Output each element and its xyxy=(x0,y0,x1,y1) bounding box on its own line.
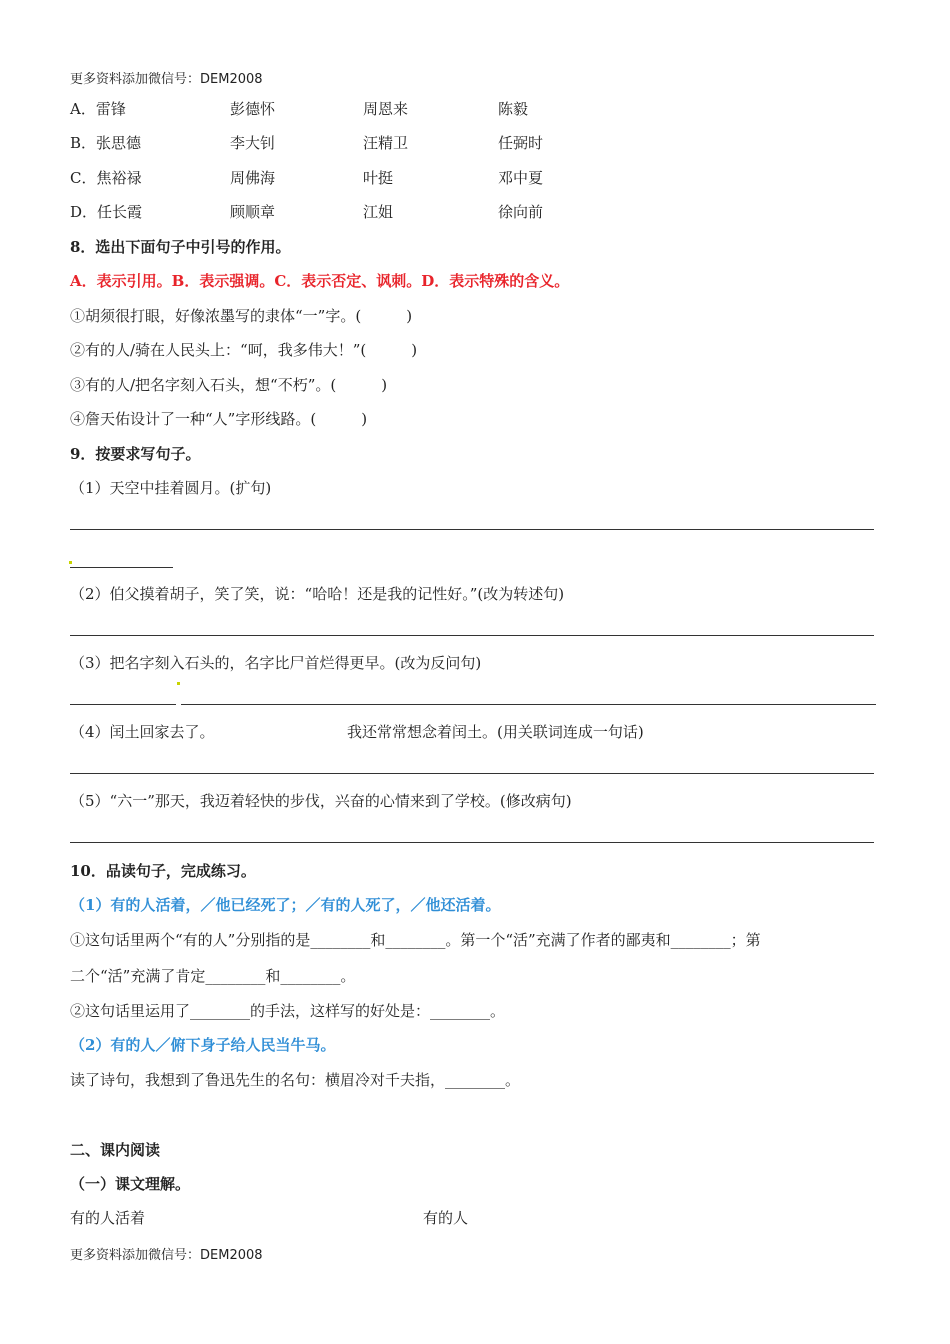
option-name: 周佛海 xyxy=(230,169,276,187)
answer-line[interactable] xyxy=(70,635,874,636)
question-10-line-1: ①这句话里两个“有的人”分别指的是________和________。第一个“活”充满了作者的鄙夷和________；第 xyxy=(70,931,761,949)
marker-dot xyxy=(69,561,72,564)
option-name: 陈毅 xyxy=(498,100,529,118)
question-10-part-1: （1）有的人活着，／他已经死了；／有的人死了，／他还活着。 xyxy=(70,896,501,914)
option-name: 叶挺 xyxy=(363,169,394,187)
option-name: 徐向前 xyxy=(498,203,544,221)
answer-line[interactable] xyxy=(70,773,874,774)
option-name: 汪精卫 xyxy=(363,134,409,152)
page-footer: 更多资料添加微信号：DEM2008 xyxy=(70,1248,263,1263)
option-name: 顾顺章 xyxy=(230,203,276,221)
option-name: 李大钊 xyxy=(230,134,276,152)
question-9-title: 9．按要求写句子。 xyxy=(70,445,201,463)
answer-line[interactable] xyxy=(70,842,874,843)
option-name: 任弼时 xyxy=(498,134,544,152)
question-9-sentence-5: （5）“六一”那天，我迈着轻快的步伐，兴奋的心情来到了学校。(修改病句) xyxy=(70,792,572,810)
question-9-sentence-1: （1）天空中挂着圆月。(扩句) xyxy=(70,479,272,497)
poem-line-right: 有的人 xyxy=(423,1209,469,1227)
question-9-sentence-4b: 我还常常想念着闰土。(用关联词连成一句话) xyxy=(347,723,644,741)
question-8-item: ④詹天佑设计了一种“人”字形线路。( ) xyxy=(70,410,368,428)
marker-dot xyxy=(177,682,180,685)
question-9-sentence-2: （2）伯父摸着胡子，笑了笑，说：“哈哈！还是我的记性好。”(改为转述句) xyxy=(70,585,565,603)
page-header: 更多资料添加微信号：DEM2008 xyxy=(70,72,263,87)
option-label: C．焦裕禄 xyxy=(70,169,142,187)
question-10-line-2: 二个“活”充满了肯定________和________。 xyxy=(70,967,356,985)
option-name: 彭德怀 xyxy=(230,100,276,118)
question-8-item: ③有的人/把名字刻入石头，想“不朽”。( ) xyxy=(70,376,388,394)
question-10-line-4: 读了诗句，我想到了鲁迅先生的名句：横眉冷对千夫指，________。 xyxy=(70,1071,521,1089)
option-name: 江姐 xyxy=(363,203,394,221)
section-2-title: 二、课内阅读 xyxy=(70,1141,161,1159)
question-10-title: 10．品读句子，完成练习。 xyxy=(70,862,256,880)
option-label: A．雷锋 xyxy=(70,100,126,118)
question-8-item: ②有的人/骑在人民头上：“呵，我多伟大！”( ) xyxy=(70,341,418,359)
option-name: 周恩来 xyxy=(363,100,409,118)
question-8-item: ①胡须很打眼，好像浓墨写的隶体“一”字。( ) xyxy=(70,307,413,325)
question-8-options: A．表示引用。B．表示强调。C．表示否定、讽刺。D．表示特殊的含义。 xyxy=(70,272,570,290)
question-9-sentence-4a: （4）闰土回家去了。 xyxy=(70,723,215,741)
answer-line[interactable] xyxy=(70,567,173,568)
section-2-subtitle: （一）课文理解。 xyxy=(70,1175,191,1193)
question-8-title: 8．选出下面句子中引号的作用。 xyxy=(70,238,291,256)
option-label: B．张思德 xyxy=(70,134,142,152)
answer-line[interactable] xyxy=(181,704,876,705)
question-10-line-3: ②这句话里运用了________的手法，这样写的好处是：________。 xyxy=(70,1002,506,1020)
option-name: 邓中夏 xyxy=(498,169,544,187)
poem-line-left: 有的人活着 xyxy=(70,1209,146,1227)
question-10-part-2: （2）有的人／俯下身子给人民当牛马。 xyxy=(70,1036,336,1054)
question-9-sentence-3: （3）把名字刻入石头的，名字比尸首烂得更早。(改为反问句) xyxy=(70,654,482,672)
answer-line[interactable] xyxy=(70,704,176,705)
answer-line[interactable] xyxy=(70,529,874,530)
option-label: D．任长霞 xyxy=(70,203,143,221)
